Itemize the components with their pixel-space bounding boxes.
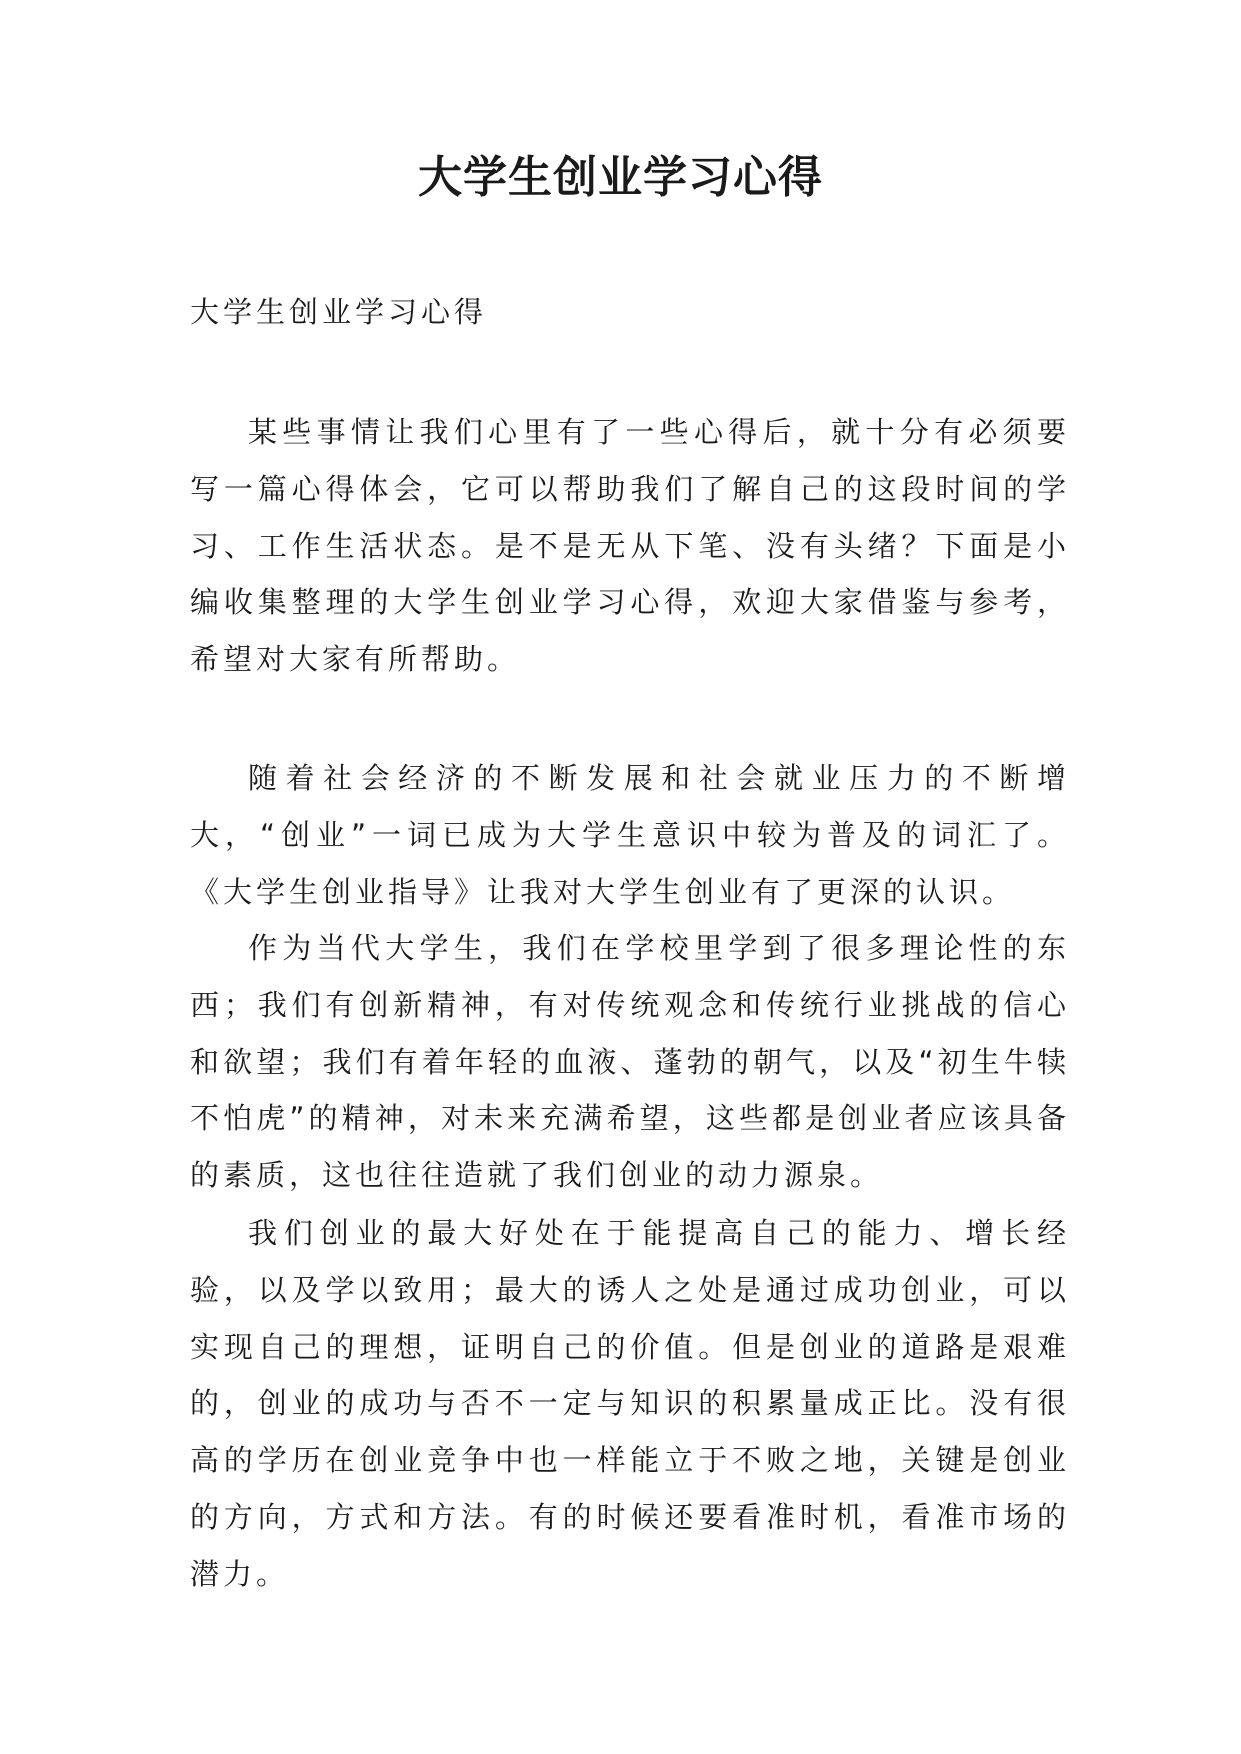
paragraph-2: 随着社会经济的不断发展和社会就业压力的不断增大，“创业”一词已成为大学生意识中较为普及的词汇了。《大学生创业指导》让我对大学生创业有了更深的认识。 bbox=[190, 761, 1070, 909]
paragraph-3: 作为当代大学生，我们在学校里学到了很多理论性的东西；我们有创新精神，有对传统观念和传统行业挑战的信心和欲望；我们有着年轻的血液、蓬勃的朝气，以及“初生牛犊不怕虎”的精神，对未来充满希望，这些都是创业者应该具备的素质，这也往往造就了我们创业的动力源泉。 bbox=[190, 931, 1070, 1193]
document-subtitle: 大学生创业学习心得 bbox=[190, 295, 488, 329]
paragraph-intro: 某些事情让我们心里有了一些心得后，就十分有必须要写一篇心得体会，它可以帮助我们了解自己的这段时间的学习、工作生活状态。是不是无从下笔、没有头绪？下面是小编收集整理的大学生创业学习心得，欢迎大家借鉴与参考，希望对大家有所帮助。 bbox=[190, 415, 1070, 677]
document-title: 大学生创业学习心得 bbox=[418, 152, 823, 203]
paragraph-4: 我们创业的最大好处在于能提高自己的能力、增长经验，以及学以致用；最大的诱人之处是通过成功创业，可以实现自己的理想，证明自己的价值。但是创业的道路是艰难的，创业的成功与否不一定与知识的积累量成正比。没有很高的学历在创业竞争中也一样能立于不败之地，关键是创业的方向，方式和方法。有的时候还要看准时机，看准市场的潜力。 bbox=[190, 1216, 1070, 1591]
